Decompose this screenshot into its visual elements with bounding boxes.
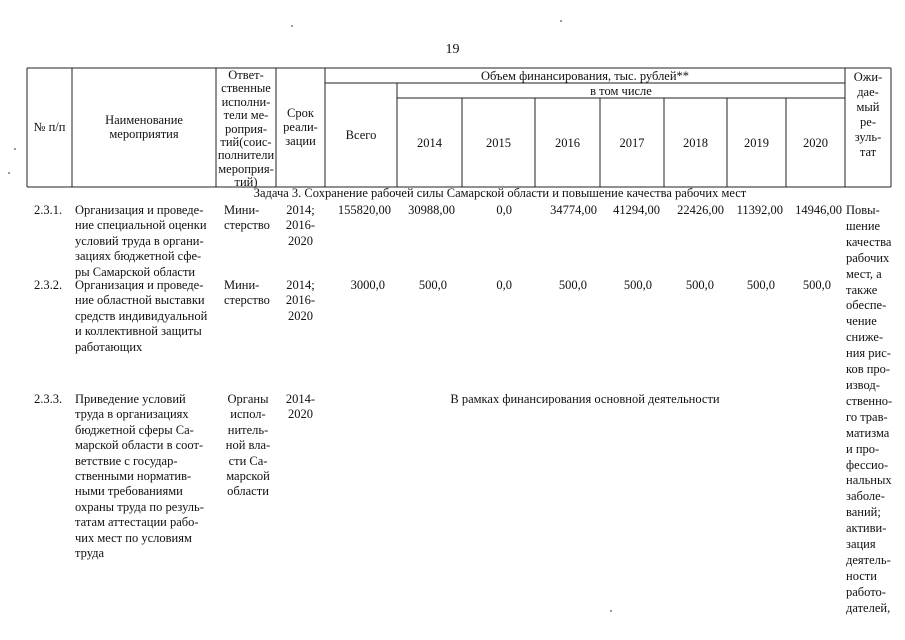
header-year-2017: 2017: [619, 136, 645, 150]
header-term: Срок реали- зации: [283, 106, 318, 148]
header-result: Ожи- дае- мый ре- зуль- тат: [853, 70, 883, 159]
header-year-2014: 2014: [417, 136, 442, 150]
row-1-name: Организация и проведе- ние специальной оценки условий труда в органи- зациях бюджетной сфе- ры Самарской области: [75, 203, 207, 279]
scan-speck: [560, 20, 562, 22]
row-1-num: 2.3.1.: [34, 203, 63, 217]
header-responsible: Ответ- ственные исполни- тели ме- роприя- тий(соис- полнители мероприя- тий): [217, 68, 275, 190]
row-2-num: 2.3.2.: [34, 278, 63, 292]
page-number: 19: [445, 42, 460, 57]
row-1-term: 2014; 2016- 2020: [285, 203, 316, 248]
header-year-2020: 2020: [803, 136, 828, 150]
header-name: Наименование мероприятия: [105, 113, 183, 141]
row-1-2020: 14946,00: [795, 203, 842, 217]
row-1-total: 155820,00: [337, 203, 391, 217]
row-1-2019: 11392,00: [736, 203, 783, 217]
row-2-2018: 500,0: [685, 278, 714, 292]
scan-speck: [291, 25, 293, 27]
row-1-2016: 34774,00: [550, 203, 597, 217]
scan-speck: [8, 172, 10, 174]
row-1-2017: 41294,00: [613, 203, 660, 217]
row-1-responsible: Мини- стерство: [224, 203, 270, 233]
header-num: № п/п: [33, 120, 66, 134]
row-3-responsible: Органы испол- нитель- ной вла- сти Са- марской области: [225, 392, 271, 499]
header-year-2019: 2019: [744, 136, 769, 150]
scan-speck: [14, 148, 16, 150]
header-total: Всего: [345, 128, 377, 142]
row-2-2016: 500,0: [558, 278, 587, 292]
scan-speck: [610, 610, 612, 612]
row-1-2015: 0,0: [496, 203, 512, 217]
row-3-name: Приведение условий труда в организациях бюджетной сферы Са- марской области в соот- ветствие с государ- ственными норматив- ными требованиями охраны труда по резуль- татам аттестации рабо- чих мест по условиям труда: [75, 392, 204, 561]
row-2-total: 3000,0: [350, 278, 385, 292]
row-3-num: 2.3.3.: [34, 392, 63, 406]
header-year-2015: 2015: [486, 136, 511, 150]
header-year-2018: 2018: [683, 136, 708, 150]
header-including: в том числе: [590, 84, 652, 98]
row-3-term: 2014- 2020: [285, 392, 316, 422]
row-2-2017: 500,0: [623, 278, 652, 292]
row-3-financing-note: В рамках финансирования основной деятельности: [450, 392, 720, 406]
row-2-2015: 0,0: [496, 278, 512, 292]
header-year-2016: 2016: [555, 136, 580, 150]
task-title: Задача 3. Сохранение рабочей силы Самарской области и повышение качества рабочих мест: [253, 186, 747, 200]
row-2-2019: 500,0: [746, 278, 775, 292]
expected-result: Повы- шение качества рабочих мест, а также обеспе- чение сниже- ния рис- ков про- извод- ственно- го трав- матизма и про- фессио- нальных заболе- ваний; активи- зация деятель- ности работо- дателей,: [846, 203, 893, 615]
row-1-2018: 22426,00: [677, 203, 724, 217]
row-2-responsible: Мини- стерство: [224, 278, 270, 308]
row-2-name: Организация и проведе- ние областной выставки средств индивидуальной и коллективной защиты работающих: [75, 278, 208, 354]
row-2-term: 2014; 2016- 2020: [285, 278, 316, 323]
header-financing: Объем финансирования, тыс. рублей**: [480, 69, 690, 83]
row-2-2020: 500,0: [802, 278, 831, 292]
row-2-2014: 500,0: [418, 278, 447, 292]
row-1-2014: 30988,00: [408, 203, 455, 217]
